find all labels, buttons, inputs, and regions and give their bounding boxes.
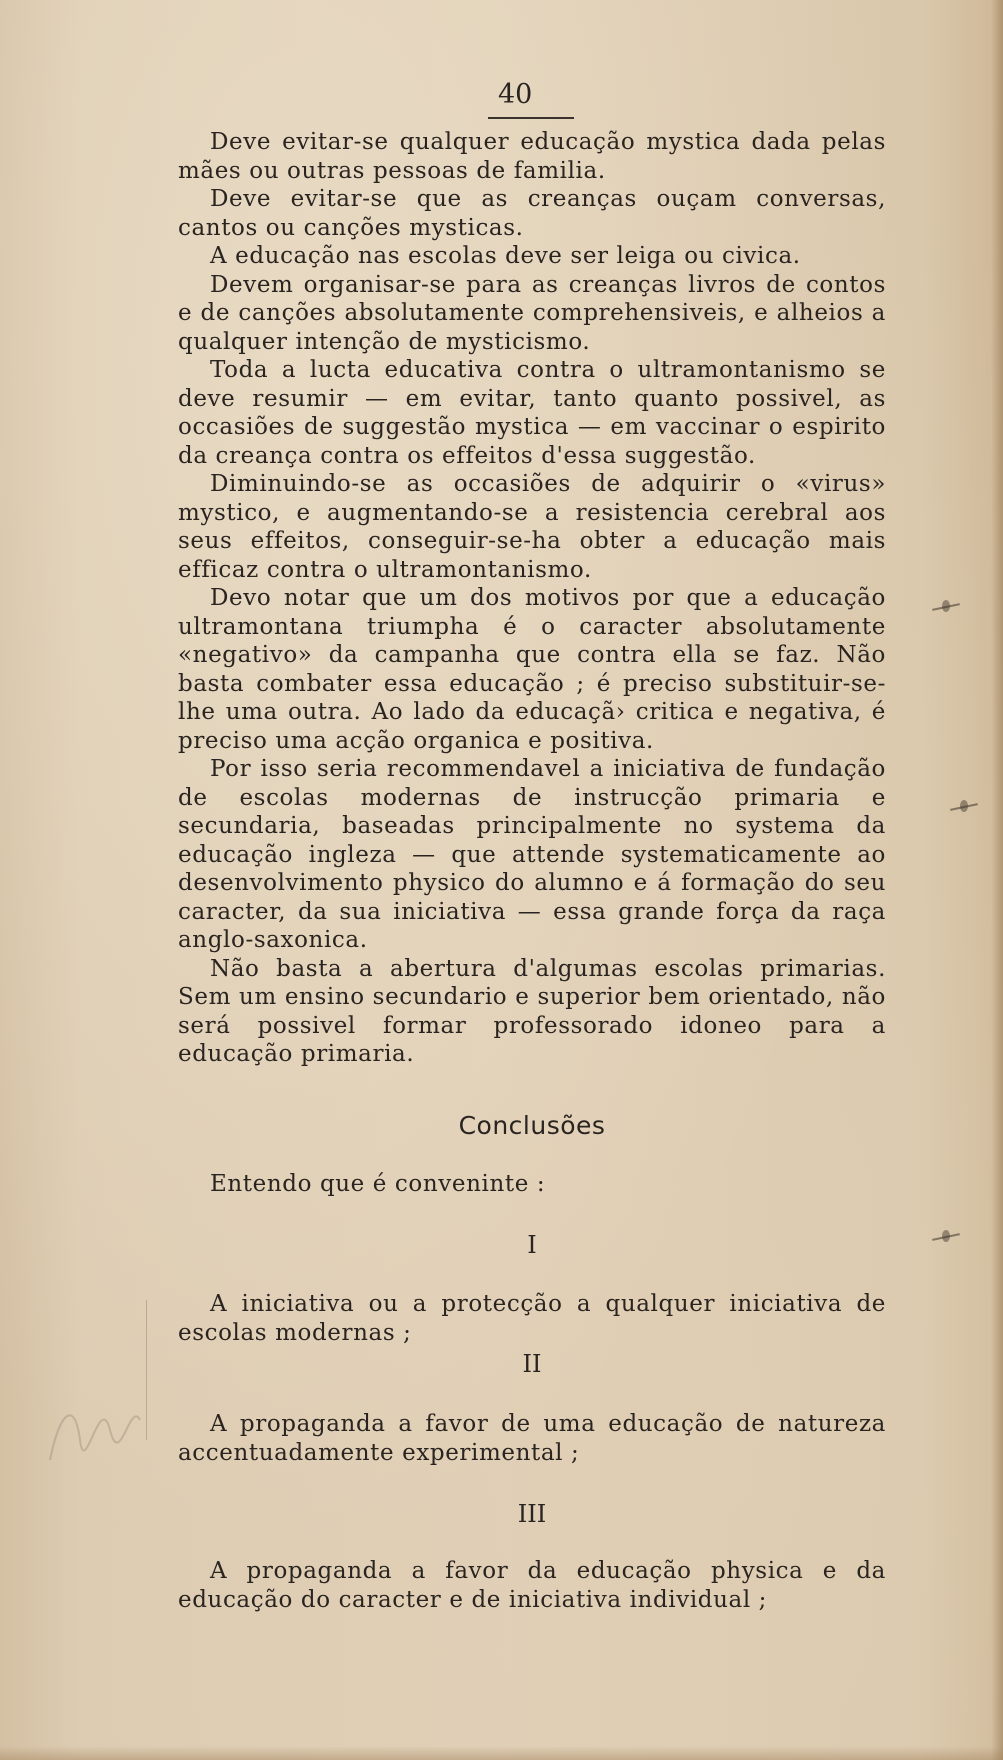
paragraph: A educação nas escolas deve ser leiga ou civica. (210, 243, 801, 269)
conclusion-numeral: I (527, 1231, 537, 1259)
conclusion-item (178, 1290, 886, 1347)
page-number-rule (488, 117, 574, 119)
margin-stain (930, 1230, 962, 1244)
conclusion-numeral: II (522, 1350, 542, 1378)
paragraph: Por isso seria recommendavel a iniciativa de fundação de escolas modernas de instrucção primaria e secundaria, baseadas principalmente no systema da educação ingleza — que attende systematicamente ao desenvolvimento physico do alumno e á formação do seu caracter, da sua iniciativa — essa grande força da raça anglo-saxonica. (178, 756, 886, 953)
paragraph: Diminuindo-se as occasiões de adquirir o «virus» mystico, e augmentando-se a resistencia cerebral aos seus effeitos, conseguir-se-ha obter a educação mais efficaz contra o ultramontanismo. (178, 471, 886, 583)
conclusion-text: A propaganda a favor da educação physica e da educação do caracter e de iniciativa individual ; (178, 1558, 886, 1613)
conclusions-intro-block (178, 1170, 886, 1199)
page-edge-shadow (991, 0, 1003, 1760)
page-bottom-shadow (0, 1746, 1003, 1760)
paragraph: Deve evitar-se que as creanças ouçam conversas, cantos ou canções mysticas. (178, 186, 886, 241)
conclusion-text: A iniciativa ou a protecção a qualquer iniciativa de escolas modernas ; (178, 1291, 886, 1346)
margin-stain (930, 600, 962, 614)
paragraph: Não basta a abertura d'algumas escolas primarias. Sem um ensino secundario e superior bem orientado, não será possivel formar professorado idoneo para a educação primaria. (178, 955, 886, 1067)
conclusion-text: A propaganda a favor de uma educação de natureza accentuadamente experimental ; (178, 1411, 886, 1466)
conclusion-numeral: III (517, 1500, 547, 1528)
margin-pencil-scribble (40, 1370, 150, 1480)
conclusion-item (178, 1410, 886, 1467)
paragraph: Toda a lucta educativa contra o ultramontanismo se deve resumir — em evitar, tanto quanto possivel, as occasiões de suggestão mystica — em vaccinar o espirito da creança contra os effeitos d'essa suggestão. (178, 357, 886, 469)
margin-stain (948, 800, 980, 814)
paragraph: Devo notar que um dos motivos por que a educação ultramontana triumpha é o caracter absolutamente «negativo» da campanha que contra ella se faz. Não basta combater essa educação ; é preciso substituir-se-lhe uma outra. Ao lado da educaçã› critica e negativa, é preciso uma acção organica e positiva. (178, 585, 886, 754)
paragraph: Devem organisar-se para as creanças livros de contos e de canções absolutamente comprehensiveis, e alheios a qualquer intenção de mysticismo. (178, 271, 886, 355)
conclusion-item (178, 1557, 886, 1614)
conclusions-intro: Entendo que é conveninte : (210, 1171, 546, 1197)
page-number: 40 (498, 79, 533, 110)
paragraph: Deve evitar-se qualquer educação mystica dada pelas mães ou outras pessoas de familia. (178, 129, 886, 184)
conclusions-heading: Conclusões (458, 1111, 606, 1140)
body-text (178, 128, 886, 1069)
